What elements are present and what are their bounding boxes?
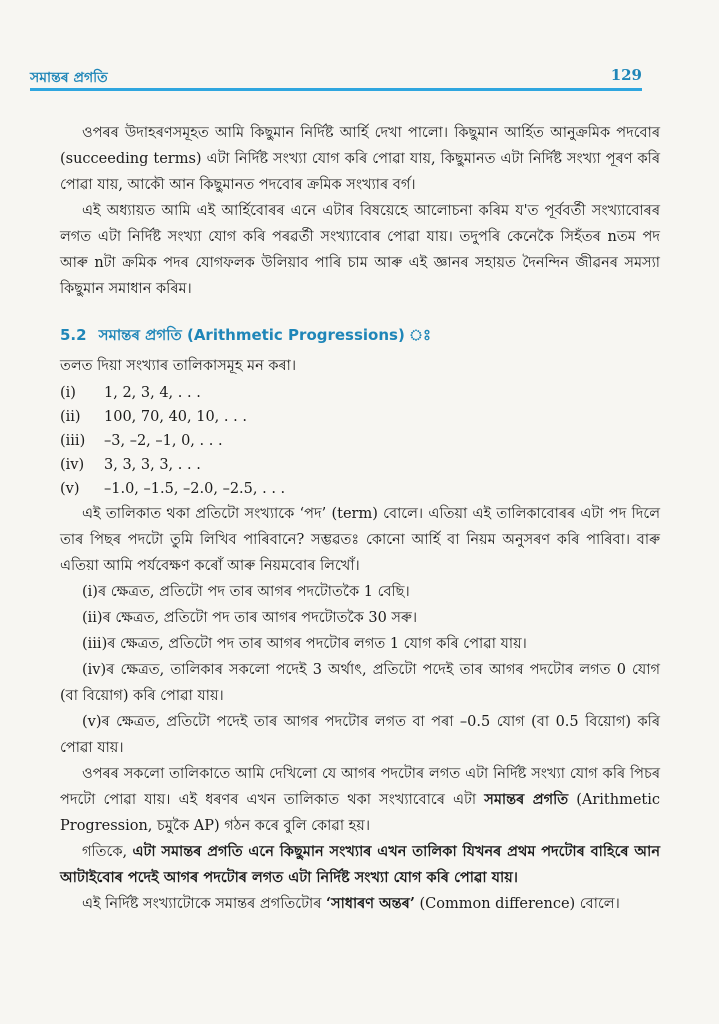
page-header bbox=[30, 66, 642, 94]
list-label: (iv) bbox=[60, 457, 85, 473]
list-value: 3, 3, 3, 3, . . . bbox=[104, 457, 201, 473]
sequence-list bbox=[60, 381, 660, 501]
list-item bbox=[60, 477, 660, 501]
list-item bbox=[60, 453, 660, 477]
chapter-title: সমান্তৰ প্ৰগতি bbox=[30, 70, 108, 86]
ap-definition: এটা সমান্তৰ প্ৰগতি এনে কিছুমান সংখ্যাৰ এখন তালিকা যিখনৰ প্ৰথম পদটোৰ বাহিৰে আন আটাইবোৰ পদেই আগৰ পদটোৰ লগত এটা নিৰ্দিষ্ট সংখ্যা যোগ কৰি পোৱা যায়। bbox=[60, 843, 660, 886]
list-label: (v) bbox=[60, 481, 80, 497]
case-1: (i)ৰ ক্ষেত্ৰত, প্ৰতিটো পদ তাৰ আগৰ পদটোতকৈ 1 বেছি। bbox=[82, 584, 410, 600]
paragraph-2: এই অধ্যায়ত আমি এই আৰ্হিবোৰৰ এনে এটাৰ বিষয়েহে আলোচনা কৰিম য'ত পূৰ্ববৰ্তী সংখ্যাবোৰৰ লগত এটা নিৰ্দিষ্ট সংখ্যা যোগ কৰি পৰৱৰ্তী সংখ্যাবোৰ পোৱা যায়। তদুপৰি কেনেকৈ সিহঁতৰ nতম পদ আৰু nটা ক্ৰমিক পদৰ যোগফলক উলিয়াব পাৰি চাম আৰু এই জ্ঞানৰ সহায়ত দৈনন্দিন জীৱনৰ সমস্যা কিছুমান সমাধান কৰিম। bbox=[60, 203, 660, 297]
section-heading bbox=[60, 324, 660, 349]
case-2: (ii)ৰ ক্ষেত্ৰত, প্ৰতিটো পদ তাৰ আগৰ পদটোতকৈ 30 সৰু। bbox=[82, 610, 418, 626]
list-value: –1.0, –1.5, –2.0, –2.5, . . . bbox=[104, 481, 286, 497]
case-3: (iii)ৰ ক্ষেত্ৰত, প্ৰতিটো পদ তাৰ আগৰ পদটোৰ লগত 1 যোগ কৰি পোৱা যায়। bbox=[82, 636, 527, 652]
list-value: 100, 70, 40, 10, . . . bbox=[104, 409, 247, 425]
paragraph-1: ওপৰৰ উদাহৰণসমূহত আমি কিছুমান নিৰ্দিষ্ট আৰ্হি দেখা পালো। কিছুমান আৰ্হিত আনুক্ৰমিক পদবোৰ (succeeding terms) এটা নিৰ্দিষ্ট সংখ্যা যোগ কৰি পোৱা যায়, কিছুমানত এটা নিৰ্দিষ্ট সংখ্যা পূৰণ কৰি পোৱা যায়, আকৌ আন কিছুমানত পদবোৰ ক্ৰমিক সংখ্যাৰ বৰ্গ। bbox=[60, 125, 660, 193]
list-label: (ii) bbox=[60, 409, 81, 425]
list-label: (i) bbox=[60, 385, 76, 401]
paragraph-3: এই তালিকাত থকা প্ৰতিটো সংখ্যাকে ‘পদ’ (term) বোলে। এতিয়া এই তালিকাবোৰৰ এটা পদ দিলে তাৰ পিছৰ পদটো তুমি লিখিব পাৰিবানে? সম্ভৱতঃ কোনো আৰ্হি বা নিয়ম অনুসৰণ কৰি পাৰিবা। বাৰু এতিয়া আমি পৰ্যবেক্ষণ কৰোঁ আৰু নিয়মবোৰ লিখোঁ। bbox=[60, 506, 660, 574]
paragraph-4-text: ওপৰৰ সকলো তালিকাতে আমি দেখিলো যে আগৰ পদটোৰ লগত এটা নিৰ্দিষ্ট সংখ্যা যোগ কৰি পিচৰ পদটো পোৱা যায়। এই ধৰণৰ এখন তালিকাত থকা সংখ্যাবোৰে এটা bbox=[60, 766, 660, 808]
paragraph-5 bbox=[60, 839, 660, 891]
case-4: (iv)ৰ ক্ষেত্ৰত, তালিকাৰ সকলো পদেই 3 অৰ্থাৎ, প্ৰতিটো পদেই তাৰ আগৰ পদটোৰ লগত 0 যোগ (বা বিয়োগ) কৰি পোৱা যায়। bbox=[60, 662, 660, 704]
list-value: 1, 2, 3, 4, . . . bbox=[104, 385, 201, 401]
paragraph-4 bbox=[60, 761, 660, 839]
list-value: –3, –2, –1, 0, . . . bbox=[104, 433, 223, 449]
paragraph-5-text: গতিকে, bbox=[82, 844, 133, 860]
paragraph-4-tail: (Arithmetic Progression, চমুকৈ AP) গঠন কৰে বুলি কোৱা হয়। bbox=[60, 792, 660, 834]
list-item bbox=[60, 429, 660, 453]
term-common-difference: ‘সাধাৰণ অন্তৰ’ bbox=[325, 895, 415, 912]
list-item bbox=[60, 381, 660, 405]
header-rule bbox=[30, 88, 642, 91]
case-5: (v)ৰ ক্ষেত্ৰত, প্ৰতিটো পদেই তাৰ আগৰ পদটোৰ লগত বা পৰা –0.5 যোগ (বা 0.5 বিয়োগ) কৰি পোৱা যায়। bbox=[60, 714, 660, 756]
page-body bbox=[60, 120, 660, 917]
term-arithmetic-progression: সমান্তৰ প্ৰগতি bbox=[484, 791, 569, 808]
section-number: 5.2 bbox=[60, 326, 87, 344]
paragraph-6 bbox=[60, 891, 660, 917]
intro-text: তলত দিয়া সংখ্যাৰ তালিকাসমূহ মন কৰা। bbox=[60, 358, 297, 374]
section-title: সমান্তৰ প্ৰগতি (Arithmetic Progressions) ঃ bbox=[98, 326, 432, 344]
paragraph-6-tail: (Common difference) বোলে। bbox=[414, 896, 620, 912]
list-label: (iii) bbox=[60, 433, 86, 449]
paragraph-6-text: এই নিৰ্দিষ্ট সংখ্যাটোকে সমান্তৰ প্ৰগতিটোৰ bbox=[82, 896, 326, 912]
list-item bbox=[60, 405, 660, 429]
page-number: 129 bbox=[610, 66, 642, 84]
